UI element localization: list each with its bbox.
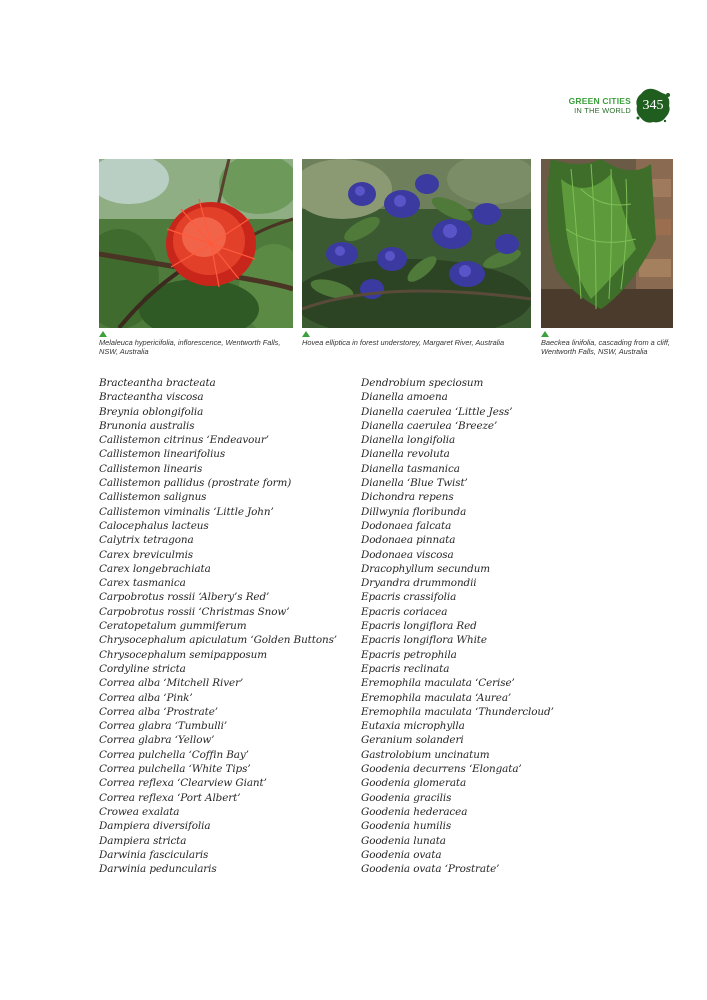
species-name: Goodenia decurrens ‘Elongata’ (361, 763, 522, 776)
species-name: Callistemon citrinus ‘Endeavour’ (99, 434, 269, 447)
species-name: Callistemon linearis (99, 462, 203, 475)
species-name: Goodenia humilis (361, 820, 452, 833)
page-number-badge (635, 88, 671, 124)
caption-text: Hovea elliptica in forest understorey, Margaret River, Australia (302, 338, 505, 347)
species-name: Dianella tasmanica (361, 462, 460, 475)
species-name: Epacris longiflora White (361, 634, 487, 647)
series-title-main: GREEN CITIES (568, 96, 631, 106)
species-name: Eremophila maculata ‘Thundercloud’ (361, 705, 554, 718)
species-name: Goodenia lunata (361, 834, 446, 847)
species-list-left (99, 376, 354, 876)
species-name: Dianella revoluta (361, 448, 450, 461)
species-name: Dendrobium speciosum (361, 377, 484, 389)
species-name: Correa reflexa ‘Port Albert’ (99, 791, 241, 804)
photo-caption-2 (302, 331, 522, 347)
species-name: Dryandra drummondii (361, 577, 477, 590)
photo-caption-3 (541, 331, 681, 356)
triangle-marker-icon (302, 331, 310, 337)
species-name: Correa pulchella ‘White Tips’ (99, 763, 251, 776)
species-name: Bracteantha viscosa (99, 391, 204, 404)
species-name: Correa pulchella ‘Coffin Bay’ (99, 748, 249, 761)
species-name: Goodenia ovata (361, 848, 442, 861)
species-name: Dianella ‘Blue Twist’ (361, 477, 468, 490)
species-name: Gastrolobium uncinatum (361, 748, 490, 761)
species-name: Goodenia gracilis (361, 791, 452, 804)
species-name: Brunonia australis (99, 419, 195, 432)
caption-text: Baeckea linifolia, cascading from a cliff, Wentworth Falls, NSW, Australia (541, 338, 670, 356)
species-name: Dracophyllum secundum (361, 562, 491, 575)
species-name: Darwinia fascicularis (99, 848, 209, 861)
species-name: Epacris coriacea (361, 605, 448, 618)
species-list-right (361, 376, 661, 876)
species-name: Dodonaea pinnata (361, 534, 456, 547)
species-name: Carpobrotus rossii ‘Albery’s Red’ (99, 591, 270, 604)
triangle-marker-icon (99, 331, 107, 337)
species-name: Callistemon pallidus (prostrate form) (99, 477, 292, 490)
species-name: Correa reflexa ‘Clearview Giant’ (99, 777, 267, 790)
species-name: Epacris crassifolia (361, 591, 457, 604)
species-name: Dampiera stricta (99, 834, 187, 847)
page-number: 345 (642, 98, 664, 113)
photo-caption-1 (99, 331, 289, 356)
species-name: Chrysocephalum apiculatum ‘Golden Buttons’ (99, 634, 338, 647)
species-name: Correa alba ‘Prostrate’ (99, 705, 218, 718)
species-name: Carex longebrachiata (99, 562, 211, 575)
species-name: Epacris petrophila (361, 648, 457, 661)
species-name: Dianella caerulea ‘Little Jess’ (361, 405, 513, 418)
species-name: Correa glabra ‘Tumbulli’ (99, 720, 228, 733)
species-name: Callistemon viminalis ‘Little John’ (99, 505, 274, 518)
species-name: Dianella caerulea ‘Breeze’ (361, 419, 498, 432)
species-name: Carex breviculmis (99, 548, 194, 561)
species-name: Eremophila maculata ‘Aurea’ (361, 691, 512, 704)
caption-text: Melaleuca hypericifolia, inflorescence, Wentworth Falls, NSW, Australia (99, 338, 281, 356)
species-name: Dianella longifolia (361, 434, 456, 447)
species-name: Eutaxia microphylla (361, 720, 465, 733)
species-name: Breynia oblongifolia (99, 405, 204, 418)
species-name: Darwinia peduncularis (99, 863, 217, 876)
series-title-sub: IN THE WORLD (574, 106, 631, 115)
species-name: Correa alba ‘Pink’ (99, 691, 193, 704)
bottlebrush-flower-photo (99, 159, 293, 328)
species-name: Carpobrotus rossii ‘Christmas Snow’ (99, 605, 290, 618)
species-name: Callistemon linearifolius (99, 448, 226, 461)
page-header (569, 86, 671, 126)
species-name: Crowea exalata (99, 805, 180, 818)
purple-flowering-shrub-photo (302, 159, 531, 328)
species-name: Chrysocephalum semipapposum (99, 648, 267, 661)
species-name: Callistemon salignus (99, 491, 207, 504)
species-name: Carex tasmanica (99, 577, 186, 590)
species-name: Goodenia hederacea (361, 805, 468, 818)
species-name: Correa alba ‘Mitchell River’ (99, 677, 244, 690)
species-name: Dianella amoena (361, 391, 448, 404)
species-name: Geranium solanderi (361, 734, 464, 747)
species-name: Calocephalus lacteus (99, 519, 209, 532)
species-name: Dampiera diversifolia (99, 820, 211, 833)
species-name: Ceratopetalum gummiferum (99, 620, 247, 633)
species-name: Dillwynia floribunda (361, 505, 467, 518)
species-name: Dodonaea viscosa (361, 548, 454, 561)
species-name: Calytrix tetragona (99, 534, 194, 547)
species-name: Dichondra repens (361, 491, 454, 504)
species-name: Epacris longiflora Red (361, 620, 477, 633)
species-name: Dodonaea falcata (361, 519, 452, 532)
triangle-marker-icon (541, 331, 549, 337)
species-name: Epacris reclinata (361, 662, 450, 675)
cascading-shrub-photo (541, 159, 673, 328)
species-name: Correa glabra ‘Yellow’ (99, 734, 215, 747)
species-name: Bracteantha bracteata (99, 377, 216, 389)
species-name: Goodenia ovata ‘Prostrate’ (361, 863, 500, 876)
species-name: Cordyline stricta (99, 662, 186, 675)
species-name: Goodenia glomerata (361, 777, 467, 790)
series-title (569, 97, 631, 115)
species-name: Eremophila maculata ‘Cerise’ (361, 677, 515, 690)
